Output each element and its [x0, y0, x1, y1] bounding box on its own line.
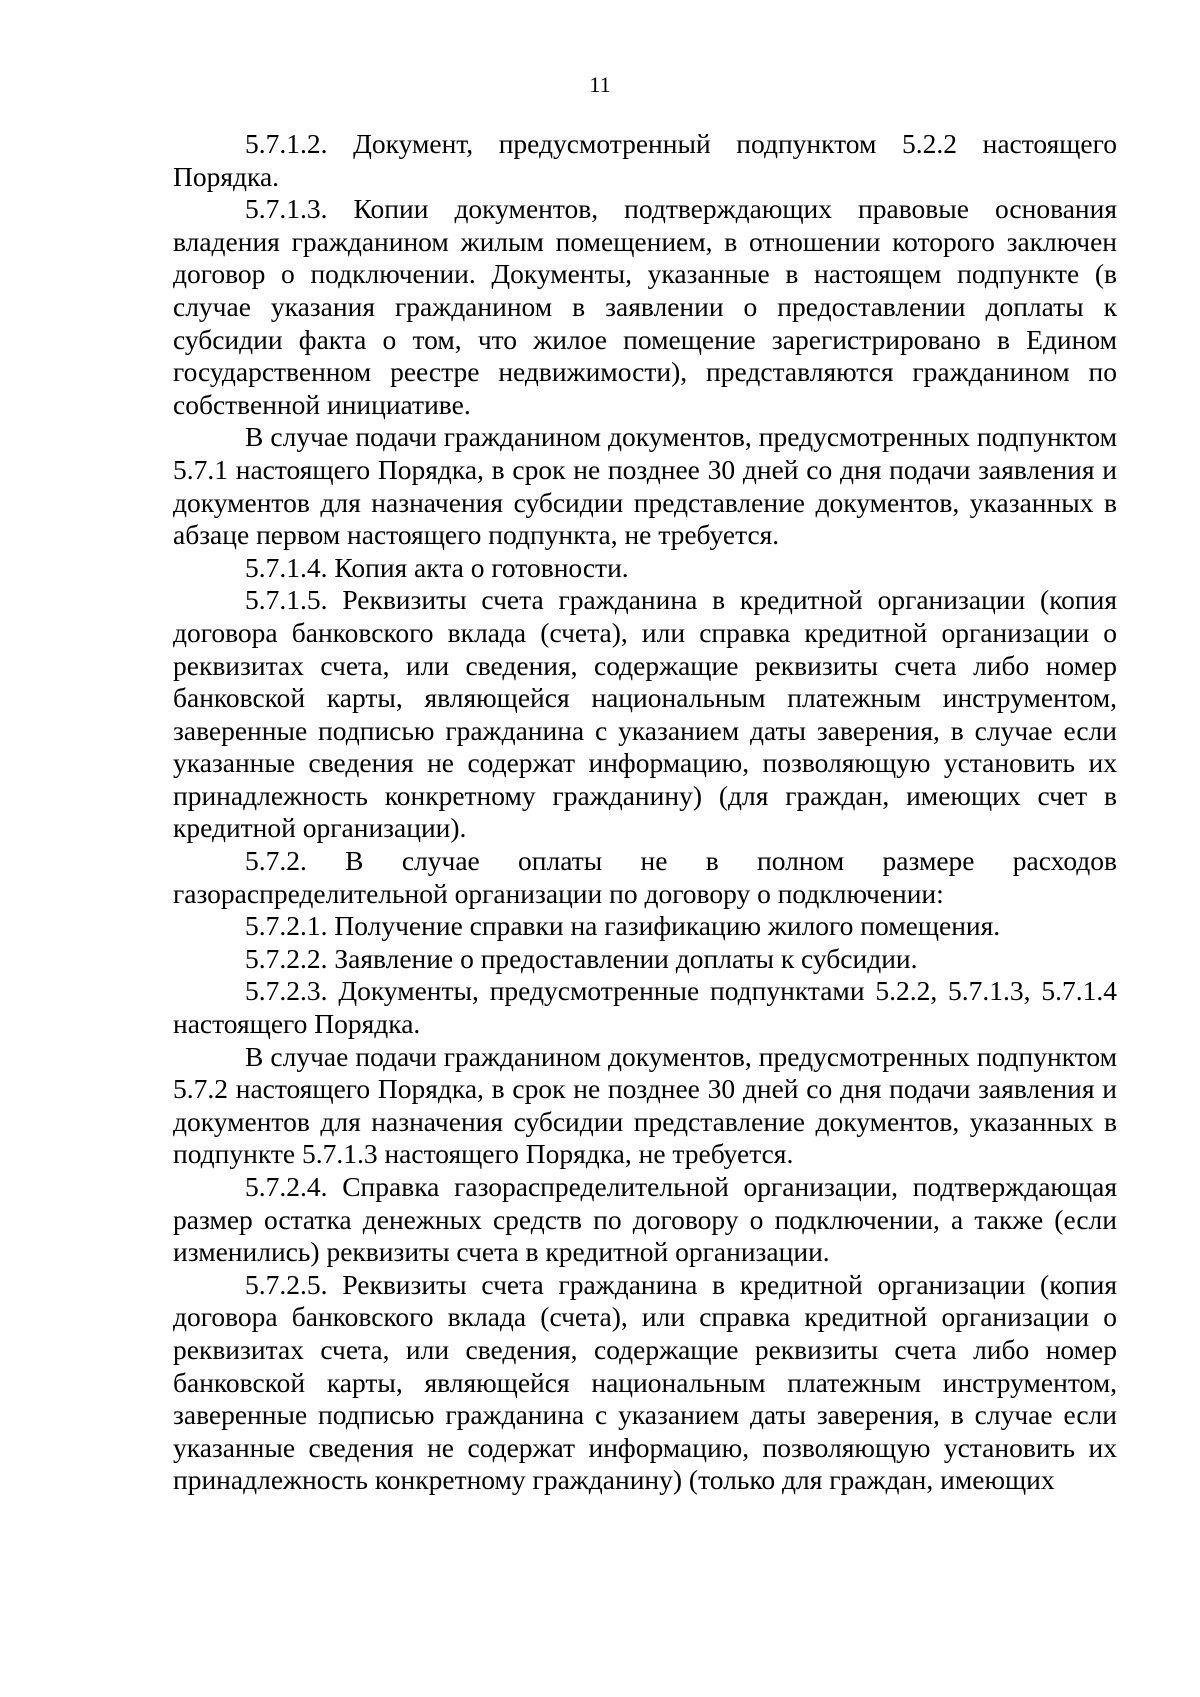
page-number: 11: [589, 72, 611, 97]
paragraph-5-7-1-2: 5.7.1.2. Документ, предусмотренный подпунктом 5.2.2 настоящего Порядка.: [173, 128, 1117, 192]
paragraph-5-7-2-3: 5.7.2.3. Документы, предусмотренные подпунктами 5.2.2, 5.7.1.3, 5.7.1.4 настоящего Порядка.: [173, 975, 1117, 1040]
paragraph-5-7-1-note: В случае подачи гражданином документов, предусмотренных подпунктом 5.7.1 настоящего Порядка, в срок не позднее 30 дней со дня подачи заявления и документов для назначения субсидии представление документов, указанных в абзаце первом настоящего подпункта, не требуется.: [173, 421, 1117, 551]
paragraph-5-7-1-5: 5.7.1.5. Реквизиты счета гражданина в кредитной организации (копия договора банковского вклада (счета), или справка кредитной организации о реквизитах счета, или сведения, содержащие реквизиты счета либо номер банковской карты, являющейся национальным платежным инструментом, заверенные подписью гражданина с указанием даты заверения, в случае если указанные сведения не содержат информацию, позволяющую установить их принадлежность конкретному гражданину) (для граждан, имеющих счет в кредитной организации).: [173, 584, 1117, 844]
paragraph-5-7-2: 5.7.2. В случае оплаты не в полном размере расходов газораспределительной организации по договору о подключении:: [173, 845, 1117, 909]
paragraph-5-7-2-4: 5.7.2.4. Справка газораспределительной организации, подтверждающая размер остатка денежных средств по договору о подключении, а также (если изменились) реквизиты счета в кредитной организации.: [173, 1171, 1117, 1268]
paragraph-5-7-2-5: 5.7.2.5. Реквизиты счета гражданина в кредитной организации (копия договора банковского вклада (счета), или справка кредитной организации о реквизитах счета, или сведения, содержащие реквизиты счета либо номер банковской карты, являющейся национальным платежным инструментом, заверенные подписью гражданина с указанием даты заверения, в случае если указанные сведения не содержат информацию, позволяющую установить их принадлежность конкретному гражданину) (только для граждан, имеющих: [173, 1268, 1117, 1496]
paragraph-5-7-2-note: В случае подачи гражданином документов, предусмотренных подпунктом 5.7.2 настоящего Порядка, в срок не позднее 30 дней со дня подачи заявления и документов для назначения субсидии представление документов, указанных в подпункте 5.7.1.3 настоящего Порядка, не требуется.: [173, 1040, 1117, 1170]
document-body: [173, 128, 1117, 1497]
paragraph-5-7-2-2: 5.7.2.2. Заявление о предоставлении доплаты к субсидии.: [245, 942, 918, 974]
paragraph-5-7-1-4: 5.7.1.4. Копия акта о готовности.: [245, 551, 629, 583]
paragraph-5-7-2-1: 5.7.2.1. Получение справки на газификацию жилого помещения.: [245, 910, 1001, 942]
paragraph-5-7-1-3: 5.7.1.3. Копии документов, подтверждающих правовые основания владения гражданином жилым помещением, в отношении которого заключен договор о подключении. Документы, указанные в настоящем подпункте (в случае указания гражданином в заявлении о предоставлении доплаты к субсидии факта о том, что жилое помещение зарегистрировано в Едином государственном реестре недвижимости), представляются гражданином по собственной инициативе.: [173, 193, 1117, 420]
